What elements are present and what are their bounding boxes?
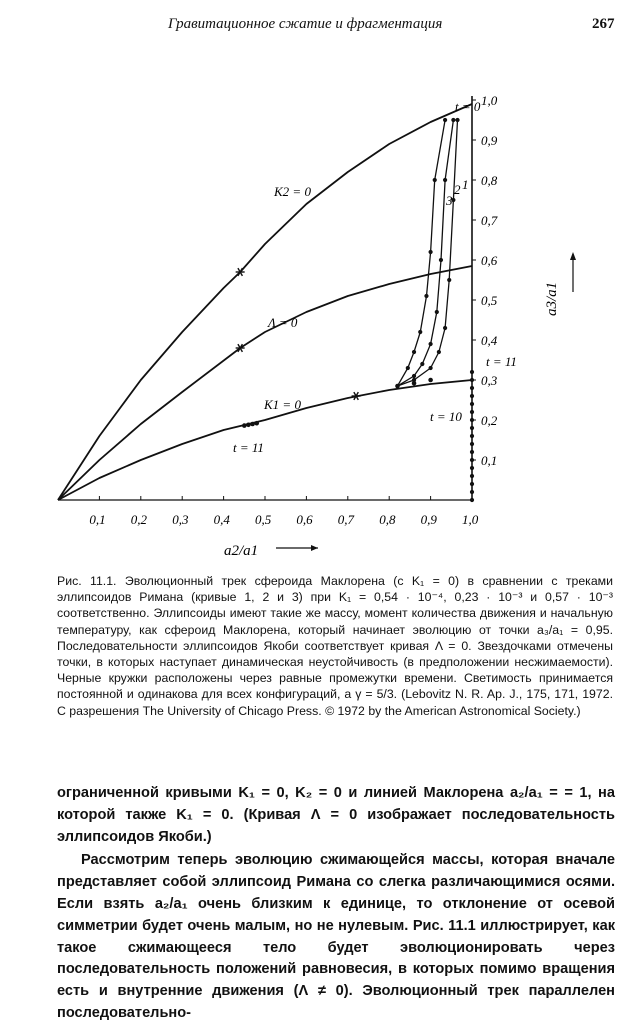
x-tick-label: 0,8 [379,512,396,527]
x-tick-label: 0,2 [130,512,148,527]
label-track-3: 3 [446,193,453,208]
x-axis-arrowhead [311,545,318,551]
running-header: Гравитационное сжатие и фрагментация [168,16,443,32]
x-tick-label: 0,9 [420,512,437,527]
axis-dot [470,490,474,494]
paragraph-2: Рассмотрим теперь эволюцию сжимающейся массы, которая вначале представляет собой эллипсоид Римана со слегка различающимися осями. Если взять a₂/a₁ очень близким к единице, то отклонение от осевой симметрии будет очень малым, но не нулевым. Рис. 11.1 иллюстрирует, как такое сжимающееся тело будет эволюционировать через последовательность положений равновесия, в которых помимо вращения есть и внутренние движения (Λ ≠ 0). Эволюционный трек параллелен последовательно- [57,852,615,1021]
x-tick-label: 0,7 [337,512,355,527]
series--0 [58,266,472,500]
instability-star [352,392,361,400]
track-dot [433,178,437,182]
track-dot [429,250,433,254]
track-dot [406,366,410,370]
figure-caption: Рис. 11.1. Эволюционный трек сфероида Маклорена (с K₁ = 0) в сравнении с треками эллипсоидов Римана (кривые 1, 2 и 3) при K₁ = 0,54 · 10⁻⁴, 0,23 · 10⁻³ и 0,57 · 10⁻³ соответственно. Эллипсоиды имеют такие же массу, момент количества движения и начальную температуру, как сфероид Маклорена, который начинает эволюцию от точки a₃/a₁ = 0,95. Последовательности эллипсоидов Якоби соответствует кривая Λ = 0. Звездочками отмечены точки, в которых наступает динамическая неустойчивость (в предположении несжимаемости). Черные кружки расположены через равные промежутки времени. Светимость принимается постоянной и одинакова для всех конфигураций, а γ = 5/3. (Lebovitz N. R. Ap. J., 175, 171, 1972. С разрешения The University of Chicago Press. © 1972 by the American Astronomical Society.) [57,574,613,718]
y-tick-label: 0,9 [481,133,498,148]
track-dot [424,294,428,298]
track-dot [439,258,443,262]
x-axis-title [224,543,318,559]
track-dot [451,118,455,122]
axis-dot [470,442,474,446]
x-tick-label: 0,6 [296,512,313,527]
track-dot [435,310,439,314]
track-dot [418,330,422,334]
label-k1: K1 = 0 [264,397,301,412]
axis-dot [470,466,474,470]
series-2 [398,120,454,386]
y-tick-label: 0,6 [481,253,498,268]
axis-dot [470,394,474,398]
axis-dot [470,386,474,390]
track-dot [412,374,416,378]
track-dot [443,178,447,182]
label-t0: t = 0 [455,99,481,114]
axis-dot [470,370,474,374]
axis-dot [470,482,474,486]
y-tick-label: 0,4 [481,333,498,348]
y-tick-label: 0,7 [481,213,498,228]
axis-dot [470,402,474,406]
track-dot [420,362,424,366]
page-number: 267 [592,16,615,32]
axis-dot [470,426,474,430]
label-k2: K2 = 0 [274,184,311,199]
time-dot [242,423,247,428]
y-axis-arrowhead [570,252,576,260]
paragraph-1: ограниченной кривыми K₁ = 0, K₂ = 0 и линией Маклорена a₂/a₁ = = 1, на которой также K₁ = 0. (Кривая Λ = 0 изображает последовательность эллипсоидов Якоби.) [57,785,615,845]
time-dot [246,423,251,428]
y-axis-title-text: a3/a1 [544,281,560,316]
label-t10: t = 10 [430,409,462,424]
y-tick-label: 0,2 [481,413,498,428]
time-dot [250,422,255,427]
series-3 [398,120,446,386]
time-dot [428,378,433,383]
time-dot [395,384,400,389]
label-t11-right: t = 11 [486,354,517,369]
track-dot [447,278,451,282]
y-tick-label: 0,1 [481,453,498,468]
y-tick-label: 0,5 [481,293,498,308]
axis-dot [470,450,474,454]
y-tick-labels [472,93,498,468]
axis-dot [470,434,474,438]
body-text [57,783,615,1025]
label-track-2: 2 [454,182,461,197]
track-dot [455,118,459,122]
track-dot [429,342,433,346]
axis-dot [470,474,474,478]
track-dot [443,118,447,122]
track-dot [412,350,416,354]
x-tick-label: 1,0 [462,512,479,527]
time-dot [412,381,417,386]
track-dot [437,350,441,354]
label-lambda: Λ = 0 [268,315,298,330]
plot-area [58,96,474,502]
x-tick-label: 0,1 [89,512,106,527]
y-tick-label: 0,3 [481,373,498,388]
track-dot [443,326,447,330]
x-tick-label: 0,3 [172,512,189,527]
series-k2-0 [58,104,472,500]
time-dot [254,421,259,426]
y-axis-title [544,252,576,316]
y-tick-label: 1,0 [481,93,498,108]
axis-dot [470,410,474,414]
label-track-1: 1 [462,177,469,192]
x-tick-label: 0,4 [213,512,230,527]
x-axis-title-text: a2/a1 [224,543,259,559]
track-dot [429,366,433,370]
x-tick-label: 0,5 [255,512,272,527]
label-t11-left: t = 11 [233,440,264,455]
y-tick-label: 0,8 [481,173,498,188]
